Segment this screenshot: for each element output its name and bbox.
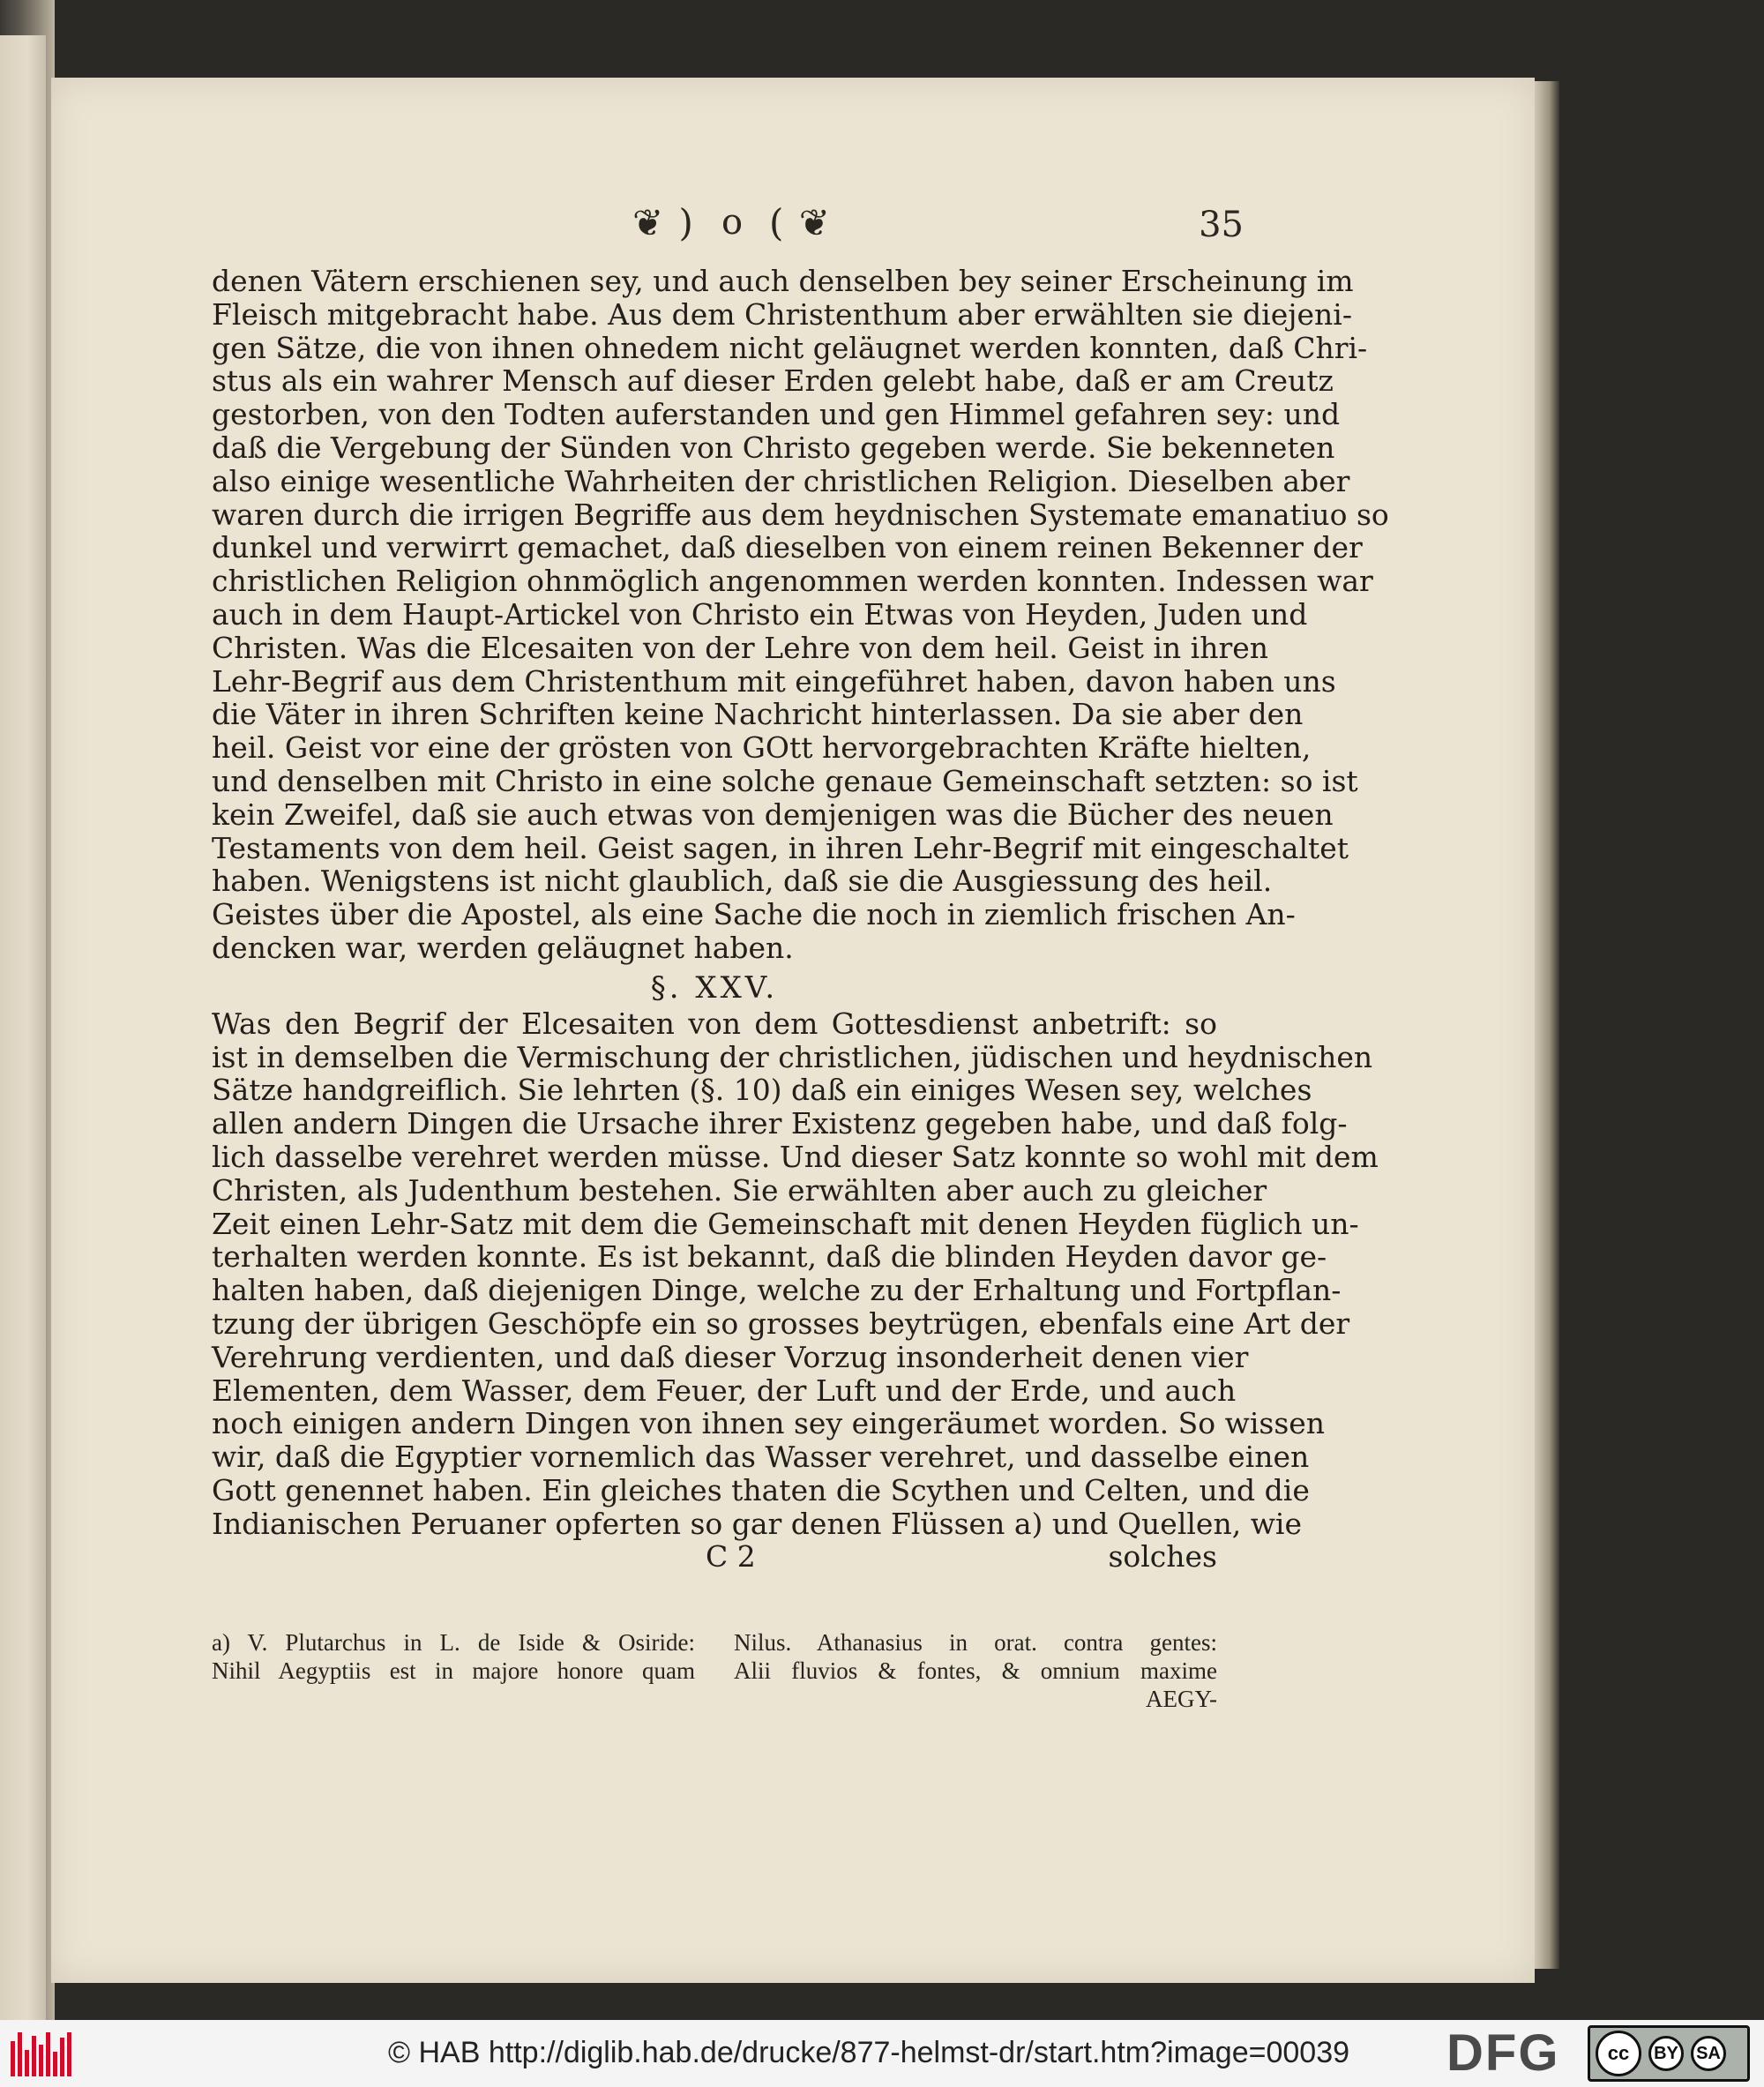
text-line: denen Vätern erschienen sey, und auch denselben bey seiner Erscheinung im	[212, 264, 1354, 298]
text-line: Was den Begrif der Elcesaiten von dem Gottesdienst anbetrift: so	[212, 1006, 1217, 1041]
cc-license-badge[interactable]	[1588, 2025, 1750, 2082]
text-line: heil. Geist vor eine der grösten von GOtt hervorgebrachten Kräfte hielten,	[212, 730, 1312, 766]
text-line: Christen. Was die Elcesaiten von der Lehre von dem heil. Geist in ihren	[212, 630, 1269, 665]
text-line: und denselben mit Christo in eine solche genaue Gemeinschaft setzten: so ist	[212, 763, 1358, 798]
text-line: christlichen Religion ohnmöglich angenommen werden konnten. Indessen war	[212, 564, 1373, 599]
text-line: Gott genennet haben. Ein gleiches thaten die Scythen und Celten, und die	[212, 1472, 1310, 1507]
text-line: Indianischen Peruaner opferten so gar denen Flüssen a) und Quellen, wie	[212, 1506, 1303, 1541]
text-line: daß die Vergebung der Sünden von Christo gegeben werde. Sie bekenneten	[212, 430, 1335, 465]
sa-share-alike-icon: SA	[1691, 2036, 1726, 2071]
paragraph-1	[212, 264, 1389, 965]
footnote-column-left	[212, 1628, 695, 1713]
footnotes	[212, 1628, 1217, 1713]
text-line: dencken war, werden geläugnet haben.	[212, 930, 794, 965]
text-line: also einige wesentliche Wahrheiten der christlichen Religion. Dieselben aber	[212, 463, 1350, 498]
page-number: 35	[1199, 205, 1244, 245]
text-line: Zeit einen Lehr-Satz mit dem die Gemeinschaft mit denen Heyden füglich un-	[212, 1206, 1359, 1241]
footnote-line: AEGY-	[1146, 1686, 1217, 1712]
ornament-left-icon: ❦ )	[632, 200, 695, 244]
text-line: noch einigen andern Dingen von ihnen sey eingeräumet worden. So wissen	[212, 1406, 1326, 1441]
text-line: Fleisch mitgebracht habe. Aus dem Christenthum aber erwählten sie diejeni-	[212, 296, 1352, 332]
text-line: ist in demselben die Vermischung der christlichen, jüdischen und heydnischen	[212, 1039, 1373, 1074]
running-head-center: o	[721, 202, 744, 243]
paragraph-2	[212, 1006, 1379, 1541]
text-line: Testaments von dem heil. Geist sagen, in ihren Lehr-Begrif mit eingeschaltet	[212, 830, 1349, 865]
text-line: gestorben, von den Todten auferstanden und gen Himmel gefahren sey: und	[212, 397, 1341, 432]
text-line: auch in dem Haupt-Artickel von Christo ein Etwas von Heyden, Juden und	[212, 596, 1308, 632]
text-line: allen andern Dingen die Ursache ihrer Existenz gegeben habe, und daß folg-	[212, 1106, 1348, 1141]
running-head	[573, 196, 891, 249]
text-line: stus als ein wahrer Mensch auf dieser Erden gelebt habe, daß er am Creutz	[212, 363, 1334, 399]
text-line: die Väter in ihren Schriften keine Nachricht hinterlassen. Da sie aber den	[212, 697, 1304, 732]
text-line: Christen, als Judenthum bestehen. Sie erwählten aber auch zu gleicher	[212, 1172, 1267, 1208]
text-line: haben. Wenigstens ist nicht glaublich, daß sie die Ausgiessung des heil.	[212, 864, 1273, 899]
facing-page-edge	[0, 35, 46, 2020]
footnote-line: Alii fluvios & fontes, & omnium maxime	[734, 1657, 1217, 1684]
by-attribution-icon: BY	[1648, 2036, 1684, 2071]
viewer-footer-bar	[0, 2020, 1764, 2087]
dfg-logo[interactable]: DFG	[1446, 2024, 1560, 2082]
text-line: kein Zweifel, daß sie auch etwas von demjenigen was die Bücher des neuen	[212, 797, 1334, 832]
footnote-line: Nilus. Athanasius in orat. contra gentes:	[734, 1629, 1217, 1656]
text-line: tzung der übrigen Geschöpfe ein so grosses beytrügen, ebenfals eine Art der	[212, 1305, 1350, 1341]
text-line: dunkel und verwirrt gemachet, daß dieselben von einem reinen Bekenner der	[212, 530, 1363, 565]
hab-logo-icon[interactable]	[11, 2031, 72, 2076]
main-text	[212, 264, 1389, 1575]
ornament-right-icon: ( ❦	[769, 200, 832, 244]
text-line: gen Sätze, die von ihnen ohnedem nicht geläugnet werden konnten, daß Chri-	[212, 330, 1368, 365]
text-line: Lehr-Begrif aus dem Christenthum mit eingeführet haben, davon haben uns	[212, 663, 1336, 699]
text-line: halten haben, daß diejenigen Dinge, welche zu der Erhaltung und Fortpflan-	[212, 1273, 1342, 1308]
footnote-column-right	[734, 1628, 1217, 1713]
cc-icon: cc	[1596, 2031, 1641, 2076]
copyright-link[interactable]: © HAB http://diglib.hab.de/drucke/877-helmst-dr/start.htm?image=00039	[388, 2036, 1350, 2069]
text-line: Geistes über die Apostel, als eine Sache die noch in ziemlich frischen An-	[212, 897, 1296, 932]
text-line: terhalten werden konnte. Es ist bekannt, daß die blinden Heyden davor ge-	[212, 1239, 1327, 1275]
signature-mark: C 2	[706, 1539, 756, 1575]
footnote-line: Nihil Aegyptiis est in majore honore quam	[212, 1657, 695, 1684]
page-shadow-edge	[1535, 81, 1559, 1969]
text-line: wir, daß die Egyptier vornemlich das Wasser verehret, und dasselbe einen	[212, 1440, 1310, 1475]
text-line: lich dasselbe verehret werden müsse. Und dieser Satz konnte so wohl mit dem	[212, 1139, 1379, 1174]
footnote-line: a) V. Plutarchus in L. de Iside & Osiride:	[212, 1629, 695, 1656]
section-heading: §. XXV.	[650, 969, 779, 1006]
catch-row	[212, 1540, 1217, 1574]
text-line: waren durch die irrigen Begriffe aus dem heydnischen Systemate emanatiuo so	[212, 497, 1389, 532]
text-line: Sätze handgreiflich. Sie lehrten (§. 10) daß ein einiges Wesen sey, welches	[212, 1073, 1312, 1108]
catchword: solches	[1108, 1539, 1217, 1575]
text-line: Elementen, dem Wasser, dem Feuer, der Luft und der Erde, und auch	[212, 1373, 1237, 1408]
text-line: Verehrung verdienten, und daß dieser Vorzug insonderheit denen vier	[212, 1339, 1249, 1374]
